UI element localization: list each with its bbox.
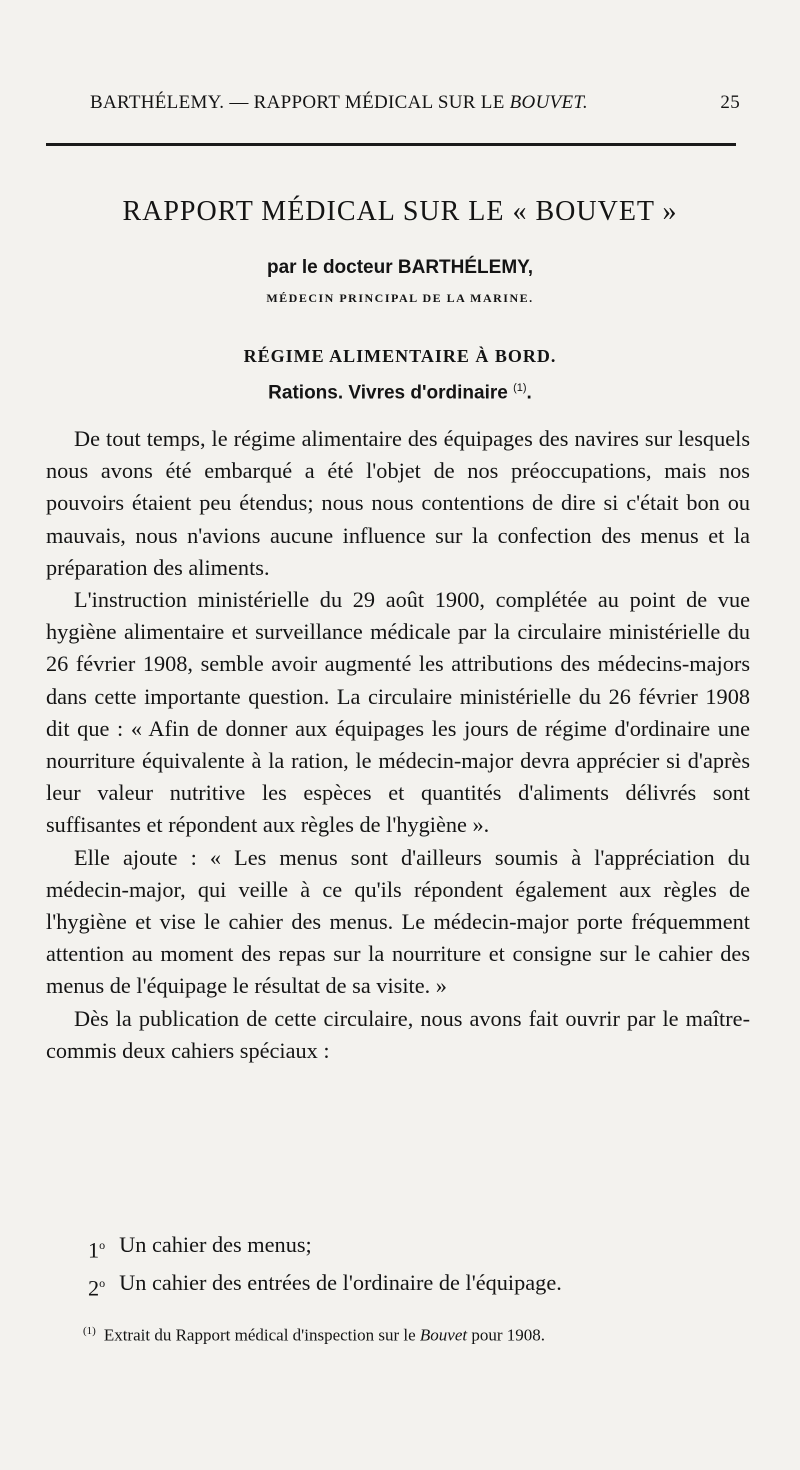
header-rule [46,143,736,146]
body-text [46,423,750,1067]
footnote-ship-name: Bouvet [419,1325,468,1345]
list-item-text: Un cahier des menus; [119,1232,312,1257]
paragraph: Elle ajoute : « Les menus sont d'ailleurs soumis à l'appréciation du médecin-major, qui veille à ce qu'ils répondent également aux règles de l'hygiène et vise le cahier des menus. Le médecin-major porte fréquemment attention au moment des repas sur la nourriture et consigne sur le cahier des menus de l'équipage le résultat de sa visite. » [46,844,750,999]
footnote-reference: (1) [513,382,527,394]
paragraph: Dès la publication de cette circulaire, nous avons fait ouvrir par le maître-commis deux cahiers spéciaux : [46,1005,750,1063]
running-title-ship: BOUVET. [509,92,588,113]
list-item-number: 2$^o$ [88,1275,106,1301]
subsection-heading [0,382,800,404]
subsection-heading-text: Rations. Vivres d'ordinaire [268,382,508,404]
author-line: par le docteur BARTHÉLEMY, [266,257,534,278]
paragraph: De tout temps, le régime alimentaire des équipages des navires sur lesquels nous avons été embarqué a été l'objet de nos préoccupations, mais nos pouvoirs étaient peu étendus; nous nous contentions de dire si c'était bon ou mauvais, nous n'avions aucune influence sur la confection des menus et la préparation des aliments. [46,426,750,580]
running-head [90,92,740,122]
footnote-text-after: pour 1908. [467,1325,546,1345]
list-item-text: Un cahier des entrées de l'ordinaire de l'équipage. [119,1269,562,1295]
author-affiliation: MÉDECIN PRINCIPAL DE LA MARINE. [266,291,534,305]
paragraph: L'instruction ministérielle du 29 août 1900, complétée au point de vue hygiène alimentaire et surveillance médicale par la circulaire ministérielle du 26 février 1908, semble avoir augmenté les attributions des médecins-majors dans cette importante question. La circulaire ministérielle du 26 février 1908 dit que : « Afin de donner aux équipages les jours de régime d'ordinaire une nourriture équivalente à la ration, le médecin-major devra apprécier si d'après leur valeur nutritive les espèces et quantités d'aliments délivrés sont suffisantes et répondent aux règles de l'hygiène ». [46,587,750,838]
subsection-heading-end: . [526,382,532,404]
footnote-text-before: Extrait du Rapport médical d'inspection sur le [103,1325,420,1345]
article-title: RAPPORT MÉDICAL SUR LE « BOUVET » [122,196,678,227]
list-item [88,1229,728,1267]
footnote-mark: (1) [83,1325,96,1337]
section-heading: RÉGIME ALIMENTAIRE À BORD. [243,346,557,366]
numbered-list [88,1229,728,1305]
list-item [88,1267,728,1305]
running-title-prefix: BARTHÉLEMY. — RAPPORT MÉDICAL SUR LE [90,92,510,113]
list-item-number: 1$^o$ [88,1237,106,1263]
page-number: 25 [720,92,740,113]
footnote [83,1325,783,1346]
running-title [90,92,588,114]
